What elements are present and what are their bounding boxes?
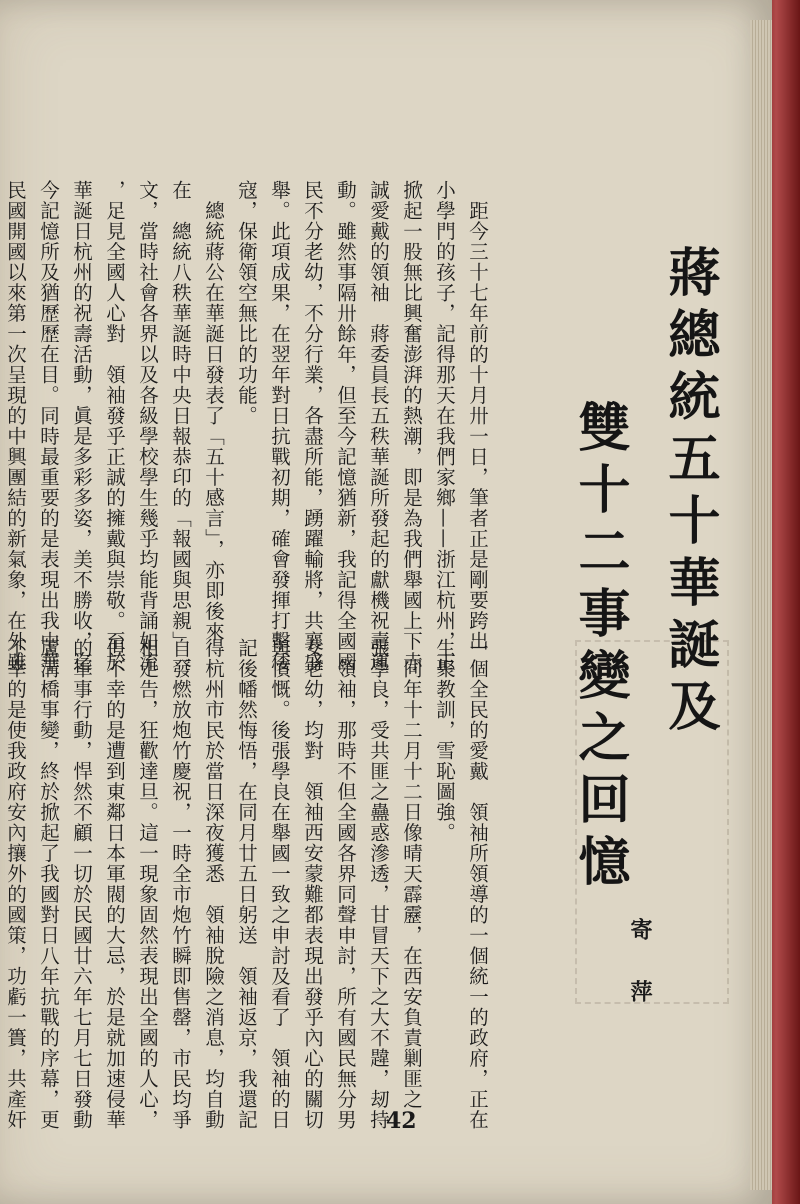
text-column: 蘆溝橋事變，終於掀起了我國對日八年抗戰的序幕，更 [37,638,60,1130]
text-column: 今記憶所及猶歷歷在目。同時最重要的是表現出我中華 [37,180,60,672]
article-title-line1: 蔣總統五十華誕及 [659,245,719,741]
text-column: 距今三十七年前的十月卅一日，筆者正是剛要跨出 [466,180,489,652]
text-column: 動。雖然事隔卅餘年，但至今記憶猶新，我記得全國國 [334,180,357,672]
text-column: 的軍事行動，悍然不顧一切於民國廿六年七月七日發動 [70,638,93,1130]
text-column: 不幸的是使我政府安內攘外的國策，功虧一簣，共產奸 [4,638,27,1130]
page-stack-edge [750,20,772,1190]
text-column: 與憤慨。後張學良在舉國一致之申討及看了 領袖的日 [268,638,291,1130]
text-column: 相走告，狂歡達旦。這一現象固然表現出全國的人心， [136,638,159,1130]
text-column: 張學良，受共匪之蠱惑滲透，甘冒天下之大不韙，刼持 [367,638,390,1130]
text-column: 民國開國以來第一次呈現的中興團結的新氣象，在外雖 [4,180,27,672]
text-column: 寇，保衛領空無比的功能。 [235,180,258,426]
body-text-upper [0,180,494,672]
article-title-line2: 雙十二事變之回憶 [569,400,629,896]
text-column: 小學門的孩子，記得那天在我們家鄉——浙江杭州，正 [433,180,456,672]
text-column: 總統蔣公在華誕日發表了「五十感言」，亦即後來 [202,180,225,642]
text-column: 舉。此項成果，在翌年對日抗戰初期，確會發揮打擊倭 [268,180,291,672]
text-column: 民不分老幼，不分行業，各盡所能，踴躍輸將，共襄盛 [301,180,324,672]
text-column: 得杭州市民於當日深夜獲悉 領袖脫險之消息，均自動 [202,638,225,1130]
page-number: 42 [386,1108,417,1134]
text-column: 生聚教訓，雪恥圖強。 [433,638,456,843]
text-column: 但不幸的是遭到東鄰日本軍閥的大忌，於是就加速侵華 [103,638,126,1130]
text-column: 領袖，那時不但全國各界同聲申討，所有國民無分男 [334,638,357,1130]
text-column: 記後幡然悔悟，在同月廿五日躬送 領袖返京，我還記 [235,638,258,1130]
text-column: ，足見全國人心對 領袖發乎正誠的擁戴與崇敬。至於 [103,180,126,672]
text-column: 女老幼，均對 領袖西安蒙難都表現出發乎內心的關切 [301,638,324,1130]
text-column: 文，當時社會各界以及各級學校學生幾乎均能背誦如流 [136,180,159,672]
text-column: 一個全民的愛戴 領袖所領導的一個統一的政府，正在 [466,638,489,1130]
text-column: 華誕日杭州的祝壽活動，眞是多彩多姿，美不勝收，迄 [70,180,93,672]
text-column: 同年十二月十二日像晴天霹靂，在西安負責剿匪之 [400,638,423,1110]
text-column: 掀起一股無比興奮澎湃的熱潮，即是為我們舉國上下赤 [400,180,423,672]
author-name: 寄萍 [627,918,652,1042]
text-column: 在 總統八秩華誕時中央日報恭印的「報國與思親」一 [169,180,192,672]
text-column: 自發燃放炮竹慶祝，一時全市炮竹瞬即售罄，市民均爭 [169,638,192,1130]
text-column: 誠愛戴的領袖 蔣委員長五秩華誕所發起的獻機祝壽運 [367,180,390,672]
